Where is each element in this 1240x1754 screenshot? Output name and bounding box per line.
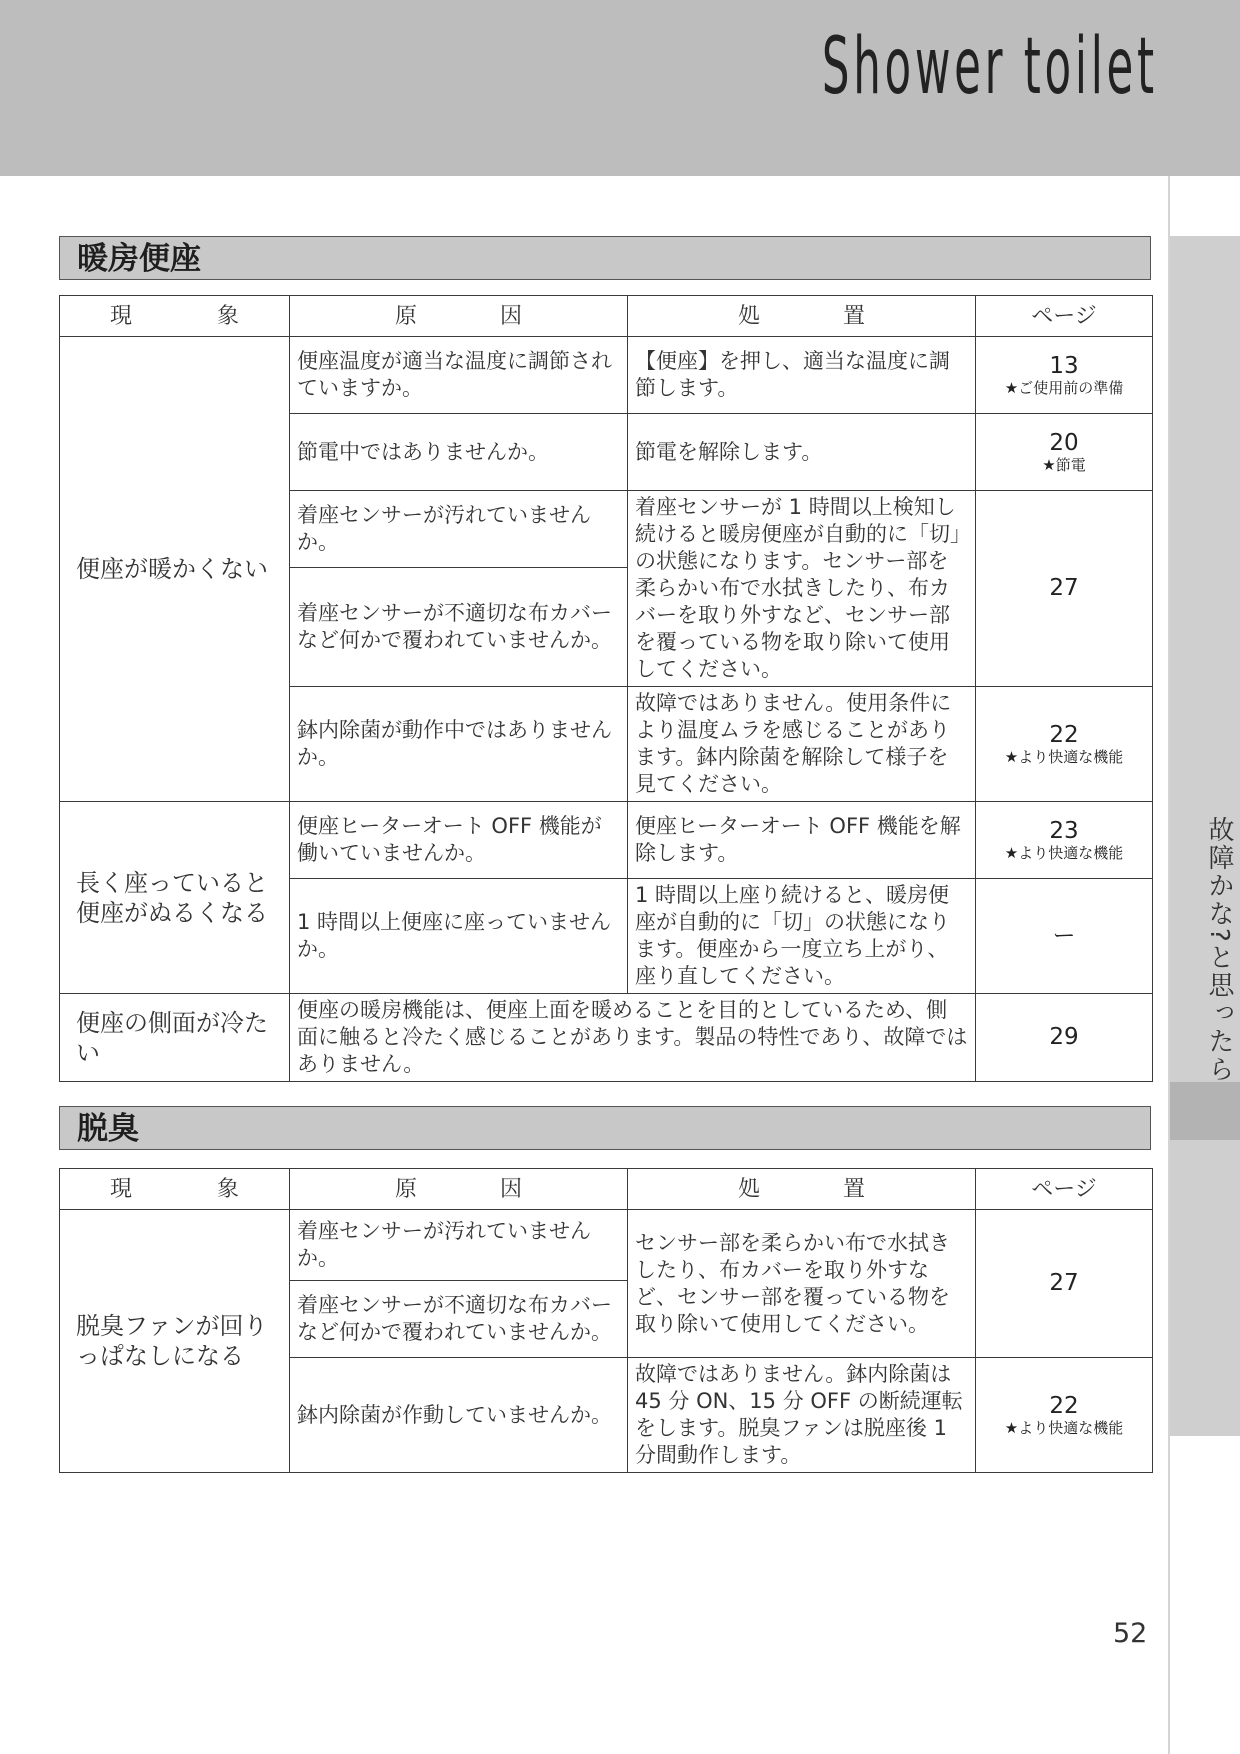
page-ref-cell — [976, 491, 1153, 687]
remedy-cell: 【便座】を押し、適当な温度に調節します。 — [628, 337, 976, 414]
page-number: 29 — [1049, 1024, 1079, 1050]
symptom-cell: 便座が暖かくない — [60, 337, 290, 802]
cause-cell: 鉢内除菌が動作中ではありませんか。 — [290, 687, 628, 802]
col-header-cause: 原 因 — [290, 1169, 628, 1210]
page-ref-cell — [976, 994, 1153, 1082]
col-header-remedy: 処 置 — [628, 1169, 976, 1210]
col-header-symptom: 現 象 — [60, 1169, 290, 1210]
page-ref-cell — [976, 1210, 1153, 1358]
page-number: 27 — [1049, 1270, 1079, 1296]
page-ref-cell — [976, 337, 1153, 414]
cause-cell: 1 時間以上便座に座っていませんか。 — [290, 879, 628, 994]
cause-cell: 着座センサーが不適切な布カバーなど何かで覆われていませんか。 — [290, 1281, 628, 1358]
page-ref-cell — [976, 1358, 1153, 1473]
remedy-cell: 節電を解除します。 — [628, 414, 976, 491]
table-header-row — [60, 1169, 1153, 1210]
remedy-cell: 故障ではありません。使用条件により温度ムラを感じることがあります。鉢内除菌を解除して様子を見てください。 — [628, 687, 976, 802]
symptom-cell: 便座の側面が冷たい — [60, 994, 290, 1082]
remedy-cell: 便座ヒーターオート OFF 機能を解除します。 — [628, 802, 976, 879]
side-index-marker — [1170, 1082, 1240, 1140]
table-heated-seat — [59, 295, 1153, 1082]
table-header-row — [60, 296, 1153, 337]
col-header-page: ページ — [976, 1169, 1153, 1210]
cause-cell: 着座センサーが汚れていませんか。 — [290, 491, 628, 568]
page-section-ref: ★ご使用前の準備 — [1004, 378, 1124, 397]
remedy-cell: センサー部を柔らかい布で水拭きしたり、布カバーを取り外すなど、センサー部を覆っている物を取り除いて使用してください。 — [628, 1210, 976, 1358]
page-ref-cell — [976, 687, 1153, 802]
page-number-footer: 52 — [1113, 1618, 1148, 1649]
brand-logo: Shower toilet — [822, 22, 1158, 112]
remedy-cell: 1 時間以上座り続けると、暖房便座が自動的に「切」の状態になります。便座から一度立ち上がり、座り直してください。 — [628, 879, 976, 994]
col-header-page: ページ — [976, 296, 1153, 337]
page-section-ref: ★より快適な機能 — [1004, 843, 1124, 862]
symptom-cell: 長く座っていると便座がぬるくなる — [60, 802, 290, 994]
col-header-remedy: 処 置 — [628, 296, 976, 337]
cause-cell: 着座センサーが不適切な布カバーなど何かで覆われていませんか。 — [290, 568, 628, 687]
remedy-cell: 着座センサーが 1 時間以上検知し続けると暖房便座が自動的に「切」の状態になります。センサー部を柔らかい布で水拭きしたり、布カバーを取り外すなど、センサー部を覆っている物を取り除いて使用してください。 — [628, 491, 976, 687]
section-title-heated-seat: 暖房便座 — [59, 236, 1151, 280]
page-ref-cell — [976, 802, 1153, 879]
symptom-cell: 脱臭ファンが回りっぱなしになる — [60, 1210, 290, 1473]
page-number: 20 — [1049, 429, 1079, 456]
table-row — [60, 1210, 1153, 1281]
table-row — [60, 337, 1153, 414]
section-title-deodorizer: 脱臭 — [59, 1106, 1151, 1150]
page-number: 22 — [1049, 1392, 1079, 1419]
table-deodorizer — [59, 1168, 1153, 1473]
page-section-ref: ★より快適な機能 — [1004, 747, 1124, 766]
remedy-cell: 故障ではありません。鉢内除菌は 45 分 ON、15 分 OFF の断続運転をします。脱臭ファンは脱座後 1 分間動作します。 — [628, 1358, 976, 1473]
col-header-cause: 原 因 — [290, 296, 628, 337]
cause-cell: 着座センサーが汚れていませんか。 — [290, 1210, 628, 1281]
page-number: ー — [1052, 922, 1076, 949]
col-header-symptom: 現 象 — [60, 296, 290, 337]
page-number: 23 — [1049, 817, 1079, 844]
page-ref-cell — [976, 414, 1153, 491]
cause-cell: 鉢内除菌が作動していませんか。 — [290, 1358, 628, 1473]
page-ref-cell — [976, 879, 1153, 994]
page-section-ref: ★節電 — [1042, 455, 1086, 474]
side-index-label: 故障かな?と思ったら — [1204, 816, 1234, 1084]
page-number: 27 — [1049, 575, 1079, 601]
table-row — [60, 994, 1153, 1082]
cause-cell: 便座ヒーターオート OFF 機能が働いていませんか。 — [290, 802, 628, 879]
page-number: 13 — [1049, 352, 1079, 379]
cause-cell: 便座温度が適当な温度に調節されていますか。 — [290, 337, 628, 414]
table-row — [60, 802, 1153, 879]
header-band — [0, 0, 1240, 176]
cause-cell: 節電中ではありませんか。 — [290, 414, 628, 491]
cause-cell: 便座の暖房機能は、便座上面を暖めることを目的としているため、側面に触ると冷たく感じることがあります。製品の特性であり、故障ではありません。 — [290, 994, 976, 1082]
page-number: 22 — [1049, 721, 1079, 748]
page-section-ref: ★より快適な機能 — [1004, 1418, 1124, 1437]
